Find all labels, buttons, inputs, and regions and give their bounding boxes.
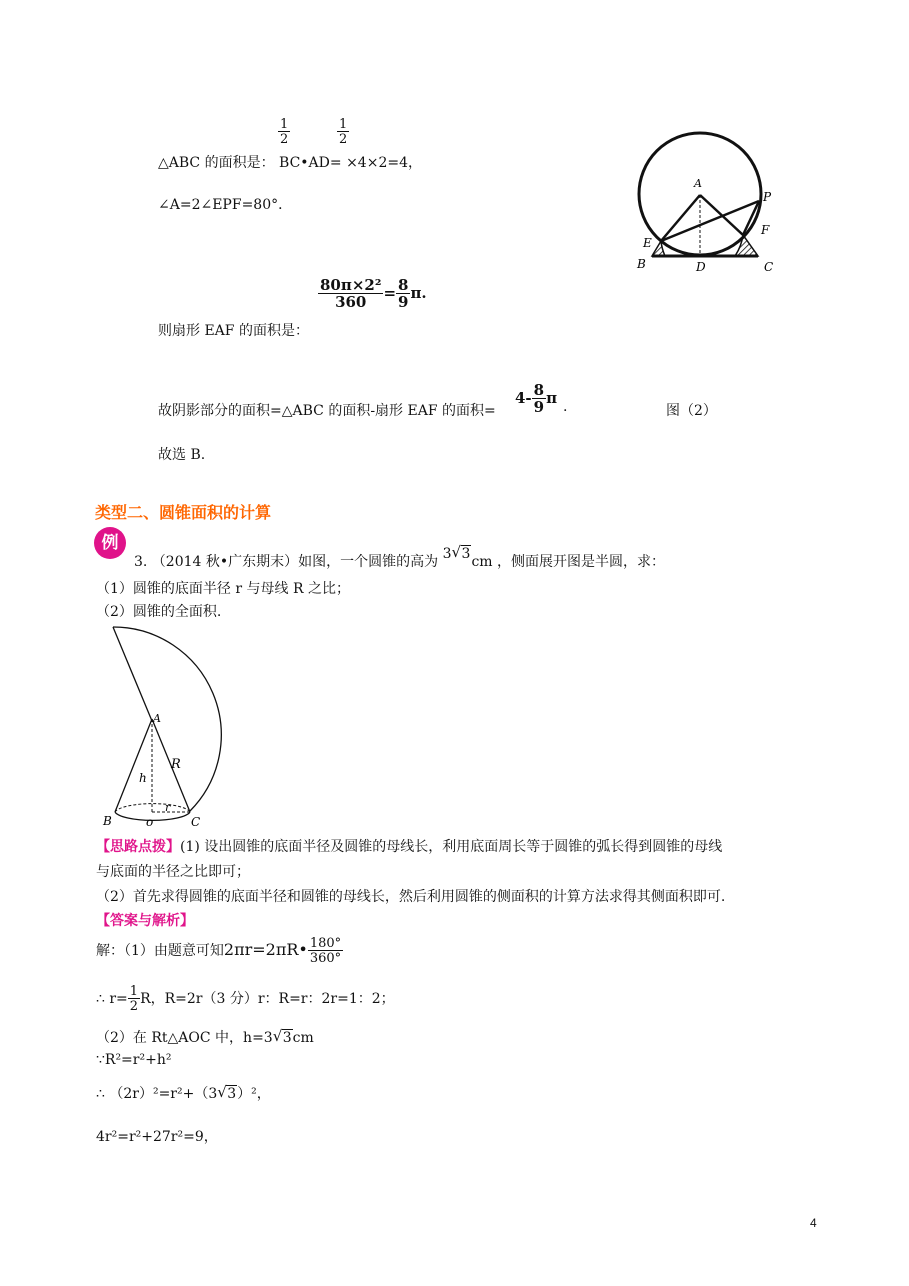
label-a2: A [153,712,161,725]
label-o: o [146,815,154,829]
solution-line5: ∴ （2r）²=r²+（3 √ 3）²， [96,1083,271,1102]
page-number: 4 [810,1216,817,1230]
solution-line4: ∵R²=r²+h² [96,1052,172,1068]
label-a: A [694,177,702,190]
shaded-label: 故阴影部分的面积=△ABC 的面积-扇形 EAF 的面积= [158,403,496,419]
choice-text: 故选 B. [158,447,206,463]
half-fraction-a: $\frac{1}{2}$ [280,117,289,147]
example-part1: （1）圆锥的底面半径 r 与母线 R 之比； [96,581,350,597]
answer-tag: 【答案与解析】 [96,913,194,929]
cone-figure [95,612,265,832]
label-f: F [761,223,770,237]
hint-line3: （2）首先求得圆锥的底面半径和圆锥的母线长，然后利用圆锥的侧面积的计算方法求得其侧面积即可. [96,889,726,905]
solution-line1: 解：（1）由题意可知2πr=2πR• $\frac{180^\circ}{360^\circ}$ [96,936,342,966]
figure-caption: 图（2） [666,403,717,419]
label-r-upper: R [171,757,181,772]
semicircle-arc [113,627,221,811]
label-e: E [643,236,652,250]
label-p: P [763,190,772,204]
shaded-result: 4- $\frac{8}{9}$ π [515,381,558,416]
example-question: 3. （2014 秋•广东期末）如图，一个圆锥的高为 3 √ 3cm ，侧面展开图是半圆，求： [134,543,666,570]
half-fraction-b: $\frac{1}{2}$ [339,117,348,147]
label-d: D [696,260,706,274]
solution-line6: 4r²=r²+27r²=9， [96,1129,218,1145]
solution-line2: ∴ r= $\frac{1}{2}$ R，R=2r（3 分）r：R=r：2r=1：2； [96,984,395,1014]
hint-line1: 【思路点拨】(1) 设出圆锥的底面半径及圆锥的母线长，利用底面周长等于圆锥的弧长得到圆锥的母线 [96,839,723,855]
label-b: B [637,257,646,271]
label-c: C [764,260,774,274]
hint-line2: 与底面的半径之比即可； [96,864,250,880]
circle-triangle-figure [630,125,790,280]
label-r-lower: r [165,801,171,814]
example-part2: （2）圆锥的全面积. [96,604,222,620]
shaded-dot: . [563,399,568,415]
shaded-right [735,235,758,256]
semicircle-edge [113,627,152,721]
solution-line3: （2）在 Rt△AOC 中，h=3 √ 3cm [96,1027,314,1046]
hint-tag: 【思路点拨】 [96,839,180,855]
sector-formula: $\frac{\text{80π×2²}}{360}$ = $\frac{8}{9}$ π. [320,276,427,311]
cone-side-ab [115,719,152,812]
section-title: 类型二、圆锥面积的计算 [95,503,272,522]
abc-area-text: △ABC 的面积是： BC•AD= ×4×2=4， [158,155,422,171]
label-c2: C [191,815,201,829]
angle-a-text: ∠A=2∠EPF=80°． [158,197,293,213]
sector-label: 则扇形 EAF 的面积是： [158,323,309,339]
label-b2: B [103,814,112,828]
label-h: h [139,771,147,785]
example-badge: 例 [94,527,126,559]
